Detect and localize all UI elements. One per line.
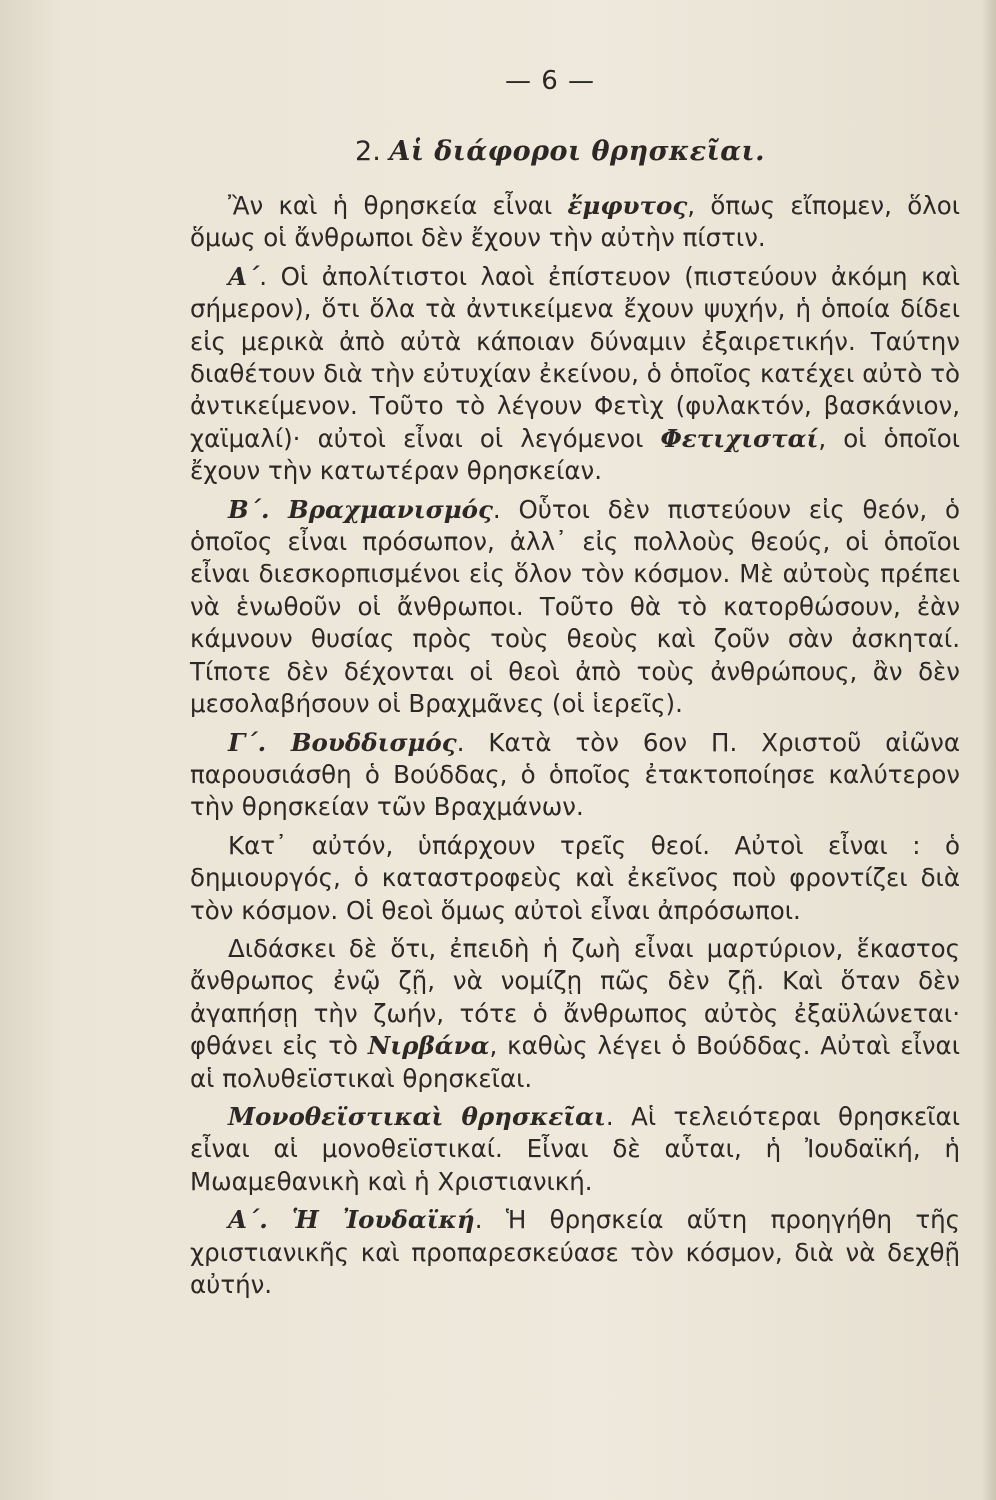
paragraph-monotheism	[190, 1101, 960, 1198]
paragraph-brahmanism	[190, 494, 960, 721]
paragraph-buddhism-teaching	[190, 933, 960, 1095]
page-number: — 6 —	[504, 66, 596, 96]
page-edge-shadow	[982, 0, 996, 1500]
fetishism-emphasis: Φετιχισταί	[660, 423, 819, 453]
body-text	[190, 190, 960, 1307]
paragraph-fetishism	[190, 261, 960, 488]
brahmanism-text: . Οὗτοι δὲν πιστεύουν εἰς θεόν, ὁ ὁποῖος εἶναι πρόσωπον, ἀλλ᾽ εἰς πολλοὺς θεούς, οἱ ὁποῖοι εἶναι διεσκορπισμένοι εἰς ὅλον τὸν κόσμον. Μὲ αὐτοὺς πρέπει νὰ ἑνωθοῦν οἱ ἄνθρωποι. Τοῦτο θὰ τὸ κατορθώσουν, ἐὰν κάμνουν θυσίας πρὸς τοὺς θεοὺς καὶ ζοῦν σὰν ἀσκηταί. Τίποτε δὲν δέχονται οἱ θεοὶ ἀπὸ τοὺς ἀνθρώπους, ἂν δὲν μεσολαβήσουν οἱ Βραχμᾶνες (οἱ ἱερεῖς).	[190, 494, 960, 719]
teaching-text-2: , καθὼς λέγει ὁ Βούδδας. Αὐταὶ εἶναι αἱ πολυθεϊστικαὶ θρησκεῖαι.	[190, 1031, 960, 1093]
section-title-text: Αἱ διάφοροι θρησκεῖαι.	[389, 136, 765, 167]
section-title	[0, 136, 996, 167]
monotheism-text: . Αἱ τελειότεραι θρησκεῖαι εἶναι αἱ μονοθεϊστικαί. Εἶναι δὲ αὗται, ἡ Ἰουδαϊκή, ἡ Μωαμεθανικὴ καὶ ἡ Χριστιανική.	[190, 1101, 960, 1196]
judaism-text: . Ἡ θρησκεία αὕτη προηγήθη τῆς χριστιανικῆς καὶ προπαρεσκεύασε τὸν κόσμον, διὰ νὰ δεχθῇ αὐτήν.	[190, 1205, 960, 1299]
paragraph-buddhism-gods: Κατ᾽ αὐτόν, ὑπάρχουν τρεῖς θεοί. Αὐτοὶ εἶναι : ὁ δημιουργός, ὁ καταστροφεὺς καὶ ἐκεῖνος ποὺ φροντίζει διὰ τὸν κόσμον. Οἱ θεοὶ ὅμως αὐτοὶ εἶναι ἀπρόσωποι.	[190, 830, 960, 925]
paragraph-intro	[190, 190, 960, 255]
paragraph-buddhism	[190, 727, 960, 824]
intro-text-1: Ἂν καὶ ἡ θρησκεία εἶναι	[228, 191, 568, 220]
fetishism-text-2: , οἱ ὁποῖοι ἔχουν τὴν κατωτέραν θρησκείαν.	[190, 423, 960, 486]
fetishism-text-1: . Οἱ ἀπολίτιστοι λαοὶ ἐπίστευον (πιστεύουν ἀκόμη καὶ σήμερον), ὅτι ὅλα τὰ ἀντικείμενα ἔχουν ψυχήν, ἡ ὁποία δίδει εἰς μερικὰ ἀπὸ αὐτὰ κάποιαν δύναμιν ἐξαιρετικήν. Ταύτην διαθέτουν διὰ τὴν εὐτυχίαν ἐκείνου, ὁ ὁποῖος κατέχει αὐτὸ τὸ ἀντικείμενον. Τοῦτο τὸ λέγουν Φετὶχ (φυλακτόν, βασκάνιον, χαϊμαλί)· αὐτοὶ εἶναι οἱ λεγόμενοι	[190, 261, 960, 453]
intro-text-2: , ὅπως εἴπομεν, ὅλοι ὅμως οἱ ἄνθρωποι δὲν ἔχουν τὴν αὐτὴν πίστιν.	[190, 191, 960, 253]
monotheism-label: Μονοθεϊστικαὶ θρησκεῖαι	[228, 1101, 606, 1131]
teaching-emphasis: Νιρβάνα	[367, 1031, 490, 1061]
brahmanism-label: Β΄. Βραχμανισμός	[228, 494, 493, 524]
teaching-text-1: Διδάσκει δὲ ὅτι, ἐπειδὴ ἡ ζωὴ εἶναι μαρτύριον, ἕκαστος ἄνθρωπος ἐνῷ ζῇ, νὰ νομίζῃ πῶς δὲν ζῇ. Καὶ ὅταν δὲν ἀγαπήσῃ τὴν ζωήν, τότε ὁ ἄνθρωπος αὐτὸς ἐξαϋλώνεται· φθάνει εἰς τὸ	[190, 933, 960, 1061]
paragraph-judaism	[190, 1204, 960, 1301]
intro-emphasis: ἔμφυτος	[567, 191, 688, 220]
buddhism-label: Γ΄. Βουδδισμός	[228, 727, 457, 757]
section-number: 2.	[355, 136, 381, 167]
buddhism-text: . Κατὰ τὸν 6ον Π. Χριστοῦ αἰῶνα παρουσιάσθη ὁ Βούδδας, ὁ ὁποῖος ἐτακτοποίησε καλύτερον τὴν θρησκείαν τῶν Βραχμάνων.	[190, 727, 960, 822]
fetishism-label: Α΄	[228, 261, 260, 291]
judaism-label: Α΄. Ἡ Ἰουδαϊκή	[228, 1205, 475, 1235]
